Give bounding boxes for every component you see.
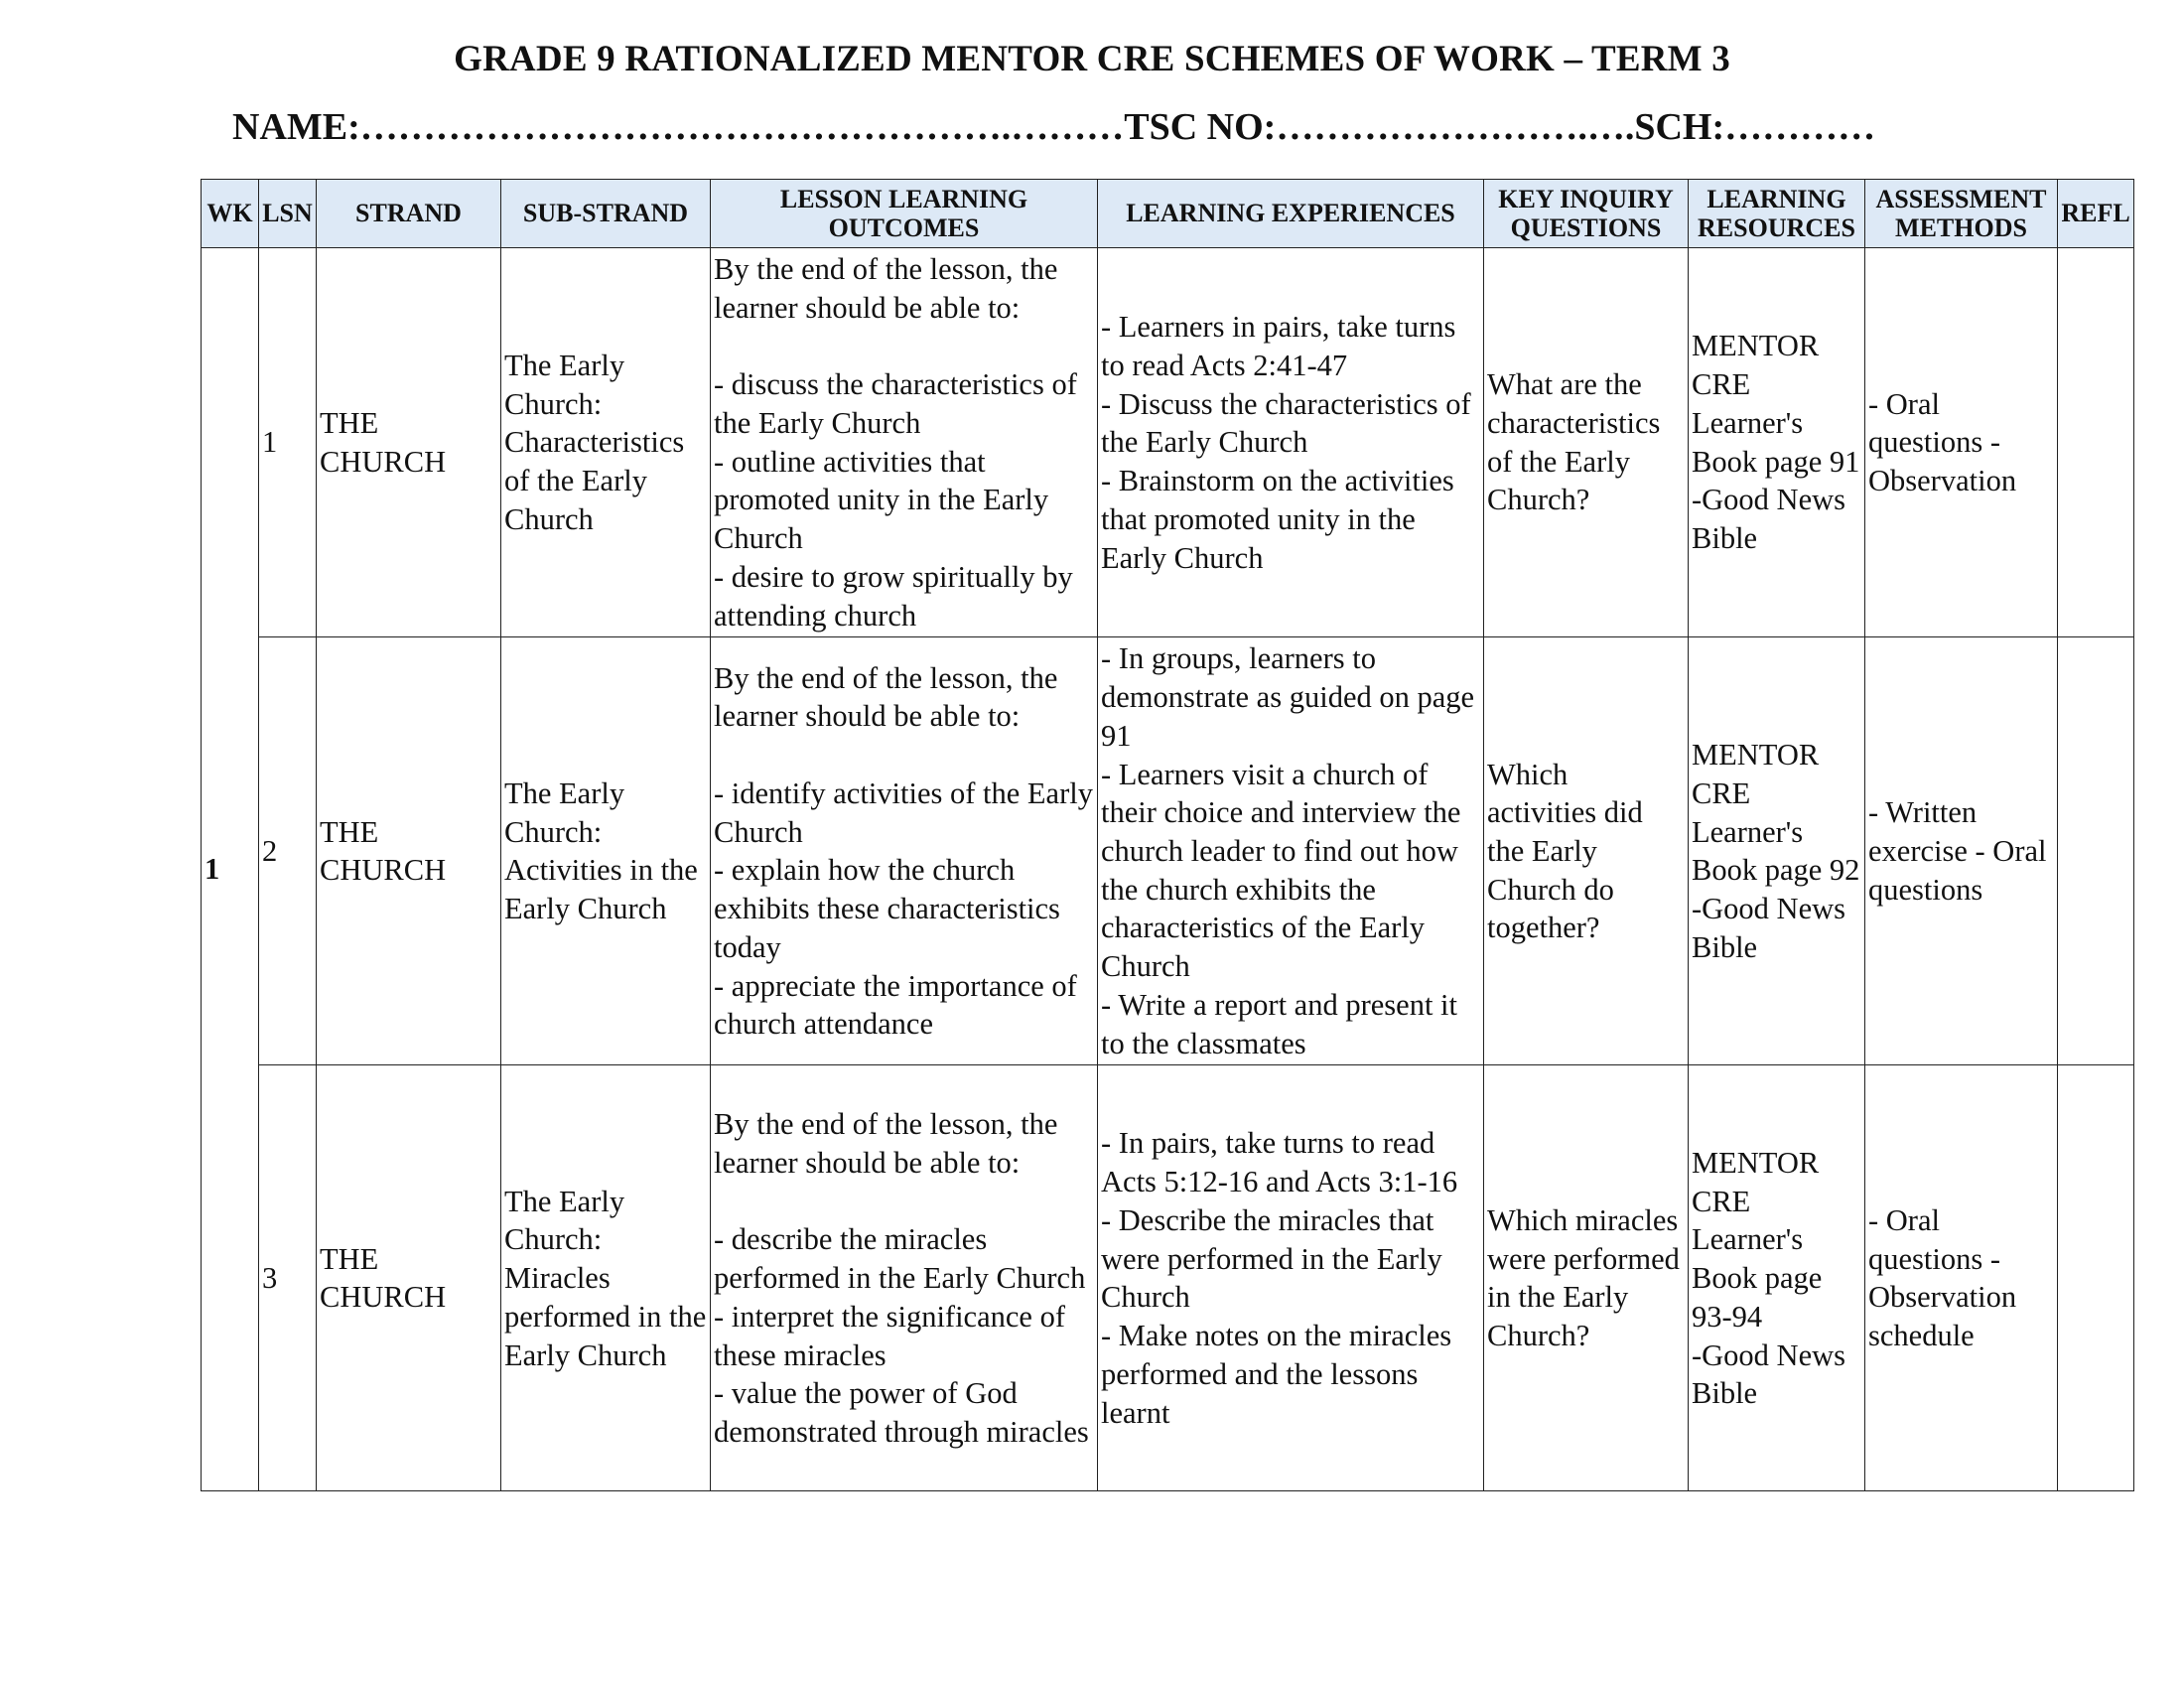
header-inquiry: KEY INQUIRY QUESTIONS [1484,180,1689,248]
experiences-cell [1098,637,1484,1065]
assessment-cell: - Oral questions - Observation [1865,248,2058,637]
header-resources: LEARNING RESOURCES [1689,180,1865,248]
sub-strand-cell: The Early Church: Characteristics of the Early Church [501,248,711,637]
table-row [202,248,2134,637]
assessment-cell: - Written exercise - Oral questions [1865,637,2058,1065]
outcomes-text: By the end of the lesson, the learner should be able to: - identify activities of the Early Church - explain how the church exhibits these characteristics today - appreciate the importance of church attendance [714,660,1093,1042]
header-sub-strand: SUB-STRAND [501,180,711,248]
outcomes-cell [711,248,1098,637]
table-header-row [202,180,2134,248]
document-title: GRADE 9 RATIONALIZED MENTOR CRE SCHEMES OF WORK – TERM 3 [454,39,1730,79]
inquiry-cell: What are the characteristics of the Early Church? [1484,248,1689,637]
resources-text: MENTOR CRE Learner's Book page 91 -Good News Bible [1692,329,1860,556]
header-wk: WK [202,180,259,248]
header-strand: STRAND [317,180,501,248]
outcomes-text: By the end of the lesson, the learner should be able to: - describe the miracles performed in the Early Church - interpret the significance of these miracles - value the power of God demonstrated through miracles [714,1107,1089,1449]
outcomes-text: By the end of the lesson, the learner should be able to: - discuss the characteristics of the Early Church - outline activities that promoted unity in the Early Church - desire to grow spiritually by attending church [714,252,1077,633]
outcomes-cell [711,1065,1098,1491]
table-row [202,637,2134,1065]
inquiry-cell: Which activities did the Early Church do together? [1484,637,1689,1065]
resources-text: MENTOR CRE Learner's Book page 92 -Good News Bible [1692,738,1860,964]
experiences-text: - In pairs, take turns to read Acts 5:12-16 and Acts 3:1-16 - Describe the miracles that were performed in the Early Church - Make notes on the miracles performed and the lessons learnt [1101,1126,1458,1430]
reflection-cell [2058,1065,2134,1491]
resources-text: MENTOR CRE Learner's Book page 93-94 -Good News Bible [1692,1145,1846,1411]
assessment-cell: - Oral questions - Observation schedule [1865,1065,2058,1491]
strand-cell: THE CHURCH [317,248,501,637]
experiences-text: - In groups, learners to demonstrate as guided on page 91 - Learners visit a church of their choice and interview the church leader to find out how the church exhibits the characteristics of the Early Church - Write a report and present it to the classmates [1101,641,1475,1060]
reflection-cell [2058,248,2134,637]
inquiry-cell: Which miracles were performed in the Early Church? [1484,1065,1689,1491]
sub-strand-cell: The Early Church: Activities in the Early Church [501,637,711,1065]
resources-cell [1689,248,1865,637]
header-refl: REFL [2058,180,2134,248]
resources-cell [1689,1065,1865,1491]
resources-cell [1689,637,1865,1065]
name-tsc-school-line: NAME:…………………………………………….………TSC NO:…………………….….SCH:………… [232,106,1876,148]
outcomes-cell [711,637,1098,1065]
header-experiences: LEARNING EXPERIENCES [1098,180,1484,248]
strand-cell: THE CHURCH [317,637,501,1065]
experiences-cell [1098,1065,1484,1491]
reflection-cell [2058,637,2134,1065]
strand-cell: THE CHURCH [317,1065,501,1491]
sub-strand-cell: The Early Church: Miracles performed in the Early Church [501,1065,711,1491]
experiences-cell [1098,248,1484,637]
schemes-of-work-table [201,179,2134,1491]
experiences-text: - Learners in pairs, take turns to read Acts 2:41-47 - Discuss the characteristics of the Early Church - Brainstorm on the activities that promoted unity in the Early Church [1101,310,1471,575]
week-number: 1 [202,248,259,1491]
header-outcomes: LESSON LEARNING OUTCOMES [711,180,1098,248]
lesson-number: 2 [259,637,317,1065]
header-assessment: ASSESSMENT METHODS [1865,180,2058,248]
header-lsn: LSN [259,180,317,248]
table-row [202,1065,2134,1491]
lesson-number: 1 [259,248,317,637]
lesson-number: 3 [259,1065,317,1491]
